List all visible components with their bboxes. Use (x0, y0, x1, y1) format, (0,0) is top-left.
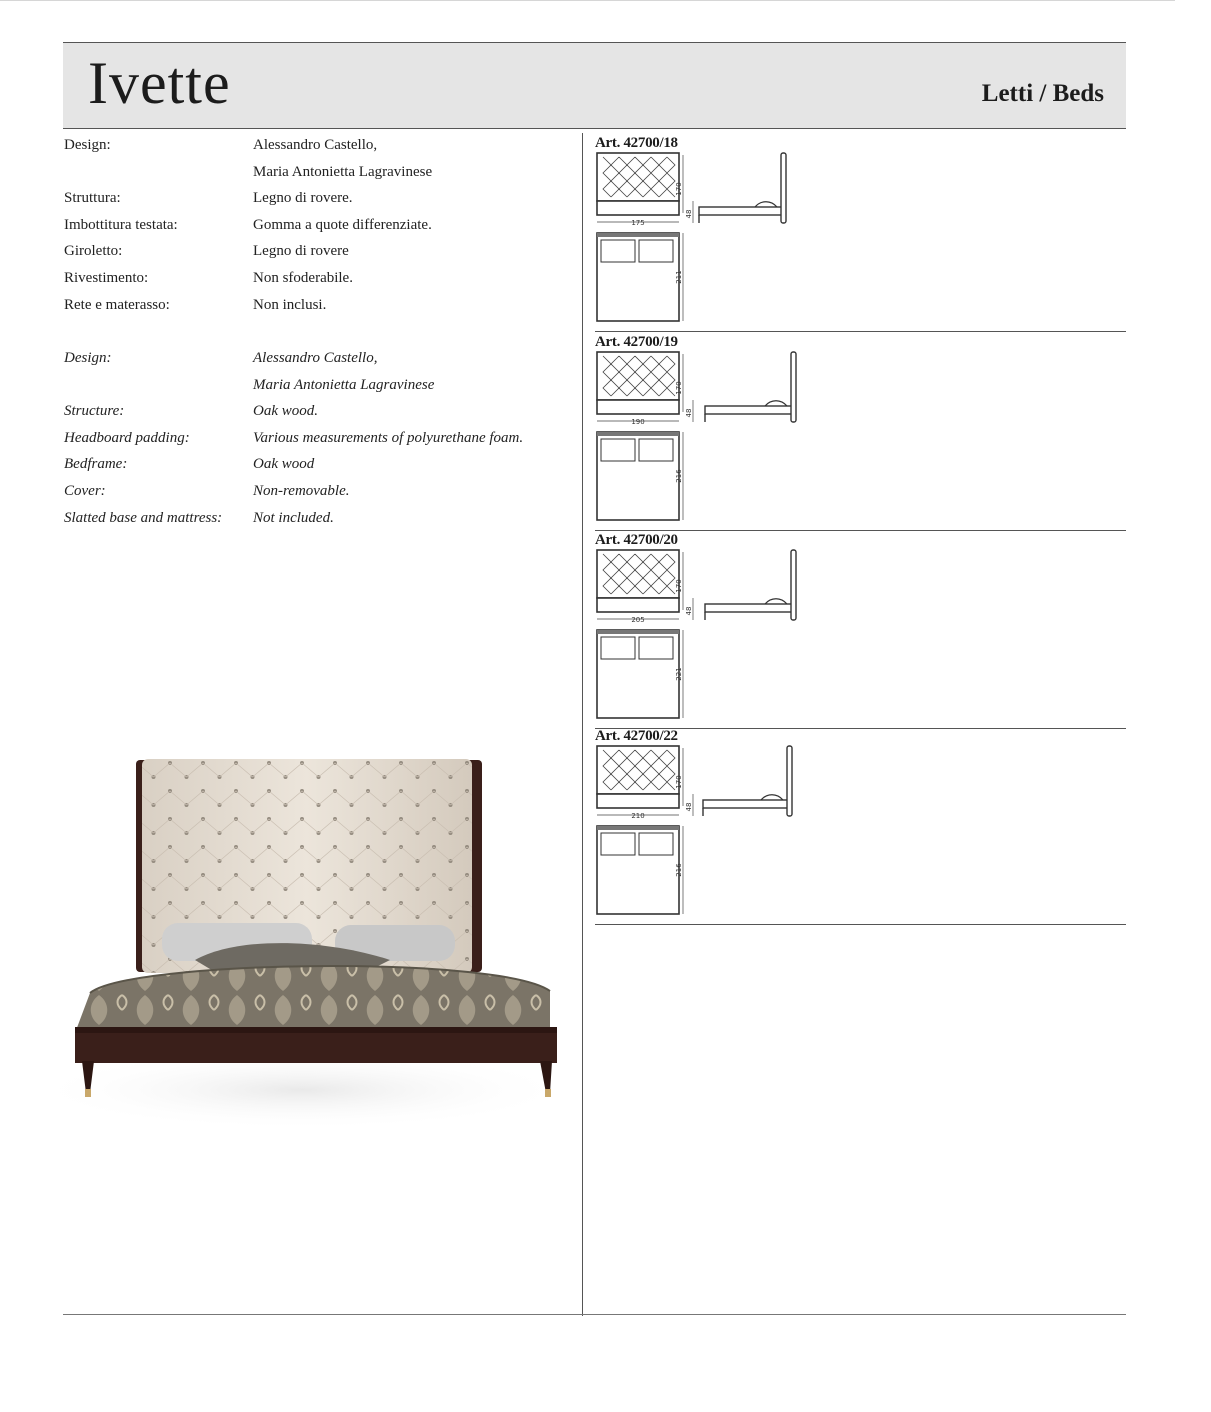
spec-label: Design: (64, 350, 112, 366)
spec-value: Legno di rovere. (253, 190, 353, 207)
length-dim: 216 (675, 863, 683, 877)
product-title: Ivette (88, 50, 231, 116)
bottom-rule (63, 1314, 1126, 1315)
spec-value: Legno di rovere (253, 243, 349, 260)
spec-label (64, 372, 253, 399)
spec-label (64, 159, 253, 186)
article-block (595, 332, 1126, 531)
height-dim: 170 (675, 182, 683, 196)
category-label: Letti / Beds (981, 80, 1104, 107)
spec-label: Bedframe: (64, 456, 128, 473)
height-dim: 170 (675, 775, 683, 789)
article-block (595, 530, 1126, 729)
width-dim: 175 (631, 219, 645, 227)
length-dim: 221 (675, 667, 683, 681)
spec-value: Alessandro Castello, (253, 350, 378, 366)
page-header (63, 42, 1126, 129)
column-divider (582, 133, 583, 1316)
article-code: Art. 42700/22 (595, 728, 678, 744)
spec-label: Cover: (64, 482, 106, 499)
spec-label: Headboard padding: (64, 429, 190, 446)
spec-value: Non sfoderabile. (253, 269, 353, 286)
bed-technical-drawing (595, 350, 1126, 528)
seat-dim: 48 (685, 408, 693, 418)
spec-row (64, 159, 432, 186)
spec-row (64, 425, 523, 452)
seat-dim: 48 (685, 606, 693, 616)
height-dim: 170 (675, 381, 683, 395)
length-dim: 216 (675, 469, 683, 483)
spec-label: Rivestimento: (64, 269, 149, 286)
seat-dim: 48 (685, 209, 693, 219)
spec-value: Gomma a quote differenziate. (253, 216, 432, 233)
spec-label: Imbottitura testata: (64, 216, 178, 233)
spec-row (64, 398, 523, 425)
seat-dim: 48 (685, 802, 693, 812)
length-dim: 211 (675, 270, 683, 284)
spec-row (64, 132, 432, 159)
spec-label: Design: (64, 137, 111, 153)
spec-value: Not included. (253, 509, 334, 526)
article-code: Art. 42700/20 (595, 532, 678, 548)
specs-english (64, 345, 523, 531)
top-rule (0, 0, 1175, 1)
bed-technical-drawing (595, 744, 1126, 922)
spec-row (64, 238, 432, 265)
width-dim: 210 (631, 812, 645, 820)
spec-value: Maria Antonietta Lagravinese (253, 376, 435, 393)
height-dim: 170 (675, 579, 683, 593)
spec-row (64, 451, 523, 478)
article-code: Art. 42700/19 (595, 334, 678, 350)
spec-row (64, 478, 523, 505)
bed-technical-drawing (595, 548, 1126, 726)
specs-italian (64, 132, 432, 318)
spec-value: Alessandro Castello, (253, 137, 378, 153)
article-block (595, 726, 1126, 925)
spec-label: Rete e materasso: (64, 296, 170, 313)
spec-label: Struttura: (64, 190, 121, 207)
spec-row (64, 372, 523, 399)
width-dim: 205 (631, 616, 645, 624)
spec-label: Giroletto: (64, 243, 123, 260)
spec-value: Various measurements of polyurethane foam. (253, 429, 524, 446)
spec-value: Oak wood. (253, 403, 318, 420)
spec-row (64, 185, 432, 212)
spec-row (64, 265, 432, 292)
article-code: Art. 42700/18 (595, 135, 678, 151)
spec-row (64, 505, 523, 532)
spec-value: Non-removable. (253, 482, 350, 499)
spec-value: Non inclusi. (253, 296, 327, 313)
spec-value: Oak wood (253, 456, 315, 473)
article-block (595, 133, 1126, 332)
bed-technical-drawing (595, 151, 1126, 329)
bed-photo (30, 755, 575, 1130)
spec-row (64, 345, 523, 372)
spec-label: Structure: (64, 403, 125, 420)
spec-row (64, 212, 432, 239)
spec-label: Slatted base and mattress: (64, 509, 223, 526)
spec-value: Maria Antonietta Lagravinese (253, 163, 433, 180)
spec-row (64, 292, 432, 319)
width-dim: 190 (631, 418, 645, 426)
